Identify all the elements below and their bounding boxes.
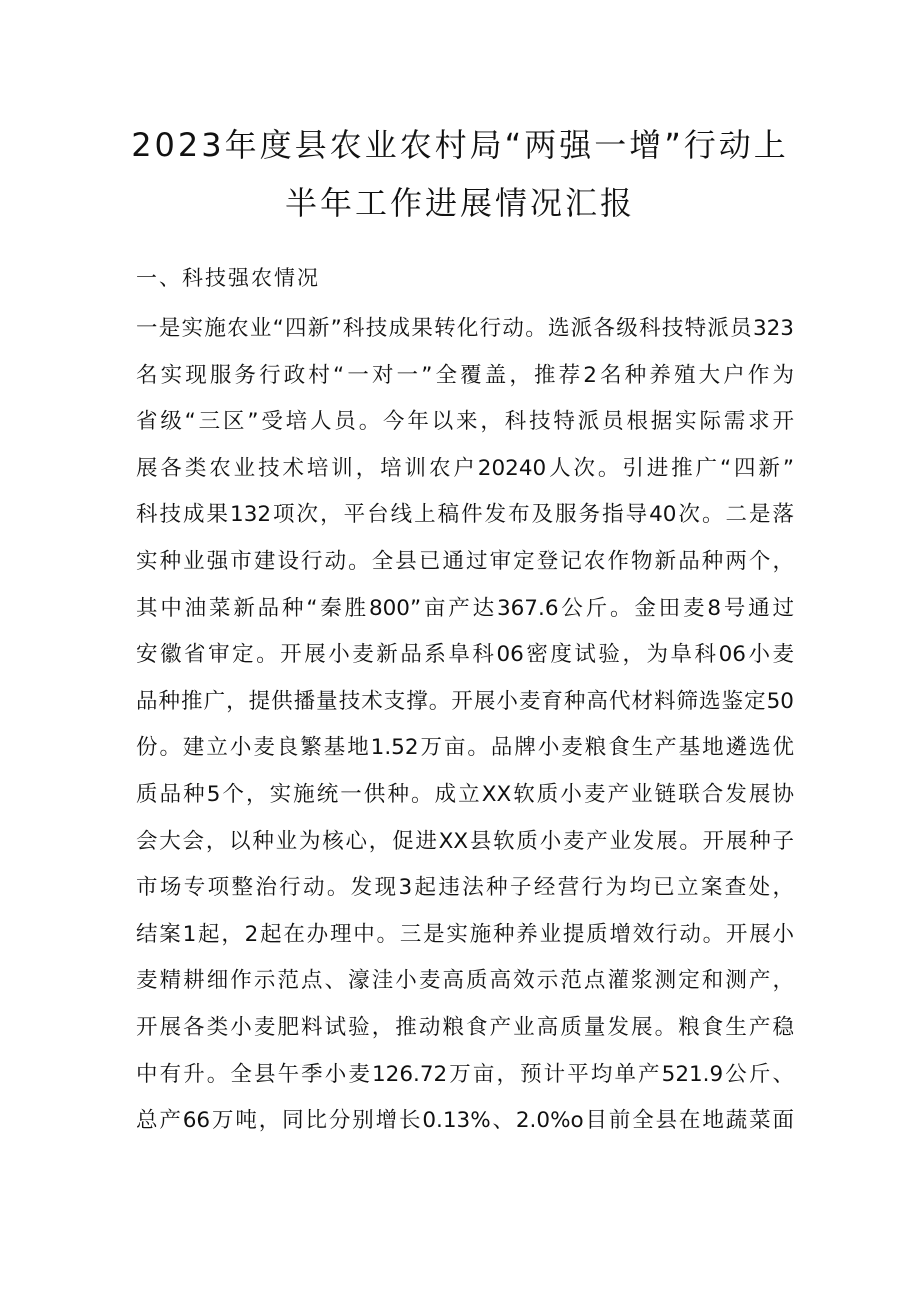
section-heading: 一、科技强农情况	[136, 266, 320, 290]
body-line: 省级“三区”受培人员。今年以来，科技特派员根据实际需求开	[136, 409, 794, 435]
document-title-line-2: 半年工作进展情况汇报	[284, 184, 635, 222]
body-line: 麦精耕细作示范点、濠洼小麦高质高效示范点灌浆测定和测产，	[136, 968, 794, 994]
body-line: 市场专项整治行动。发现3起违法种子经营行为均已立案查处，	[136, 875, 794, 901]
body-line: 展各类农业技术培训，培训农户20240人次。引进推广“四新”	[136, 455, 794, 481]
body-line: 结案1起，2起在办理中。三是实施种养业提质增效行动。开展小	[136, 921, 794, 947]
body-line: 安徽省审定。开展小麦新品系阜科06密度试验，为阜科06小麦	[136, 642, 794, 668]
body-line: 份。建立小麦良繁基地1.52万亩。品牌小麦粮食生产基地遴选优	[136, 735, 794, 761]
body-line: 质品种5个，实施统一供种。成立XX软质小麦产业链联合发展协	[136, 781, 794, 807]
body-line: 品种推广，提供播量技术支撑。开展小麦育种高代材料筛选鉴定50	[136, 688, 794, 714]
body-line: 开展各类小麦肥料试验，推动粮食产业高质量发展。粮食生产稳	[136, 1014, 794, 1040]
body-line: 实种业强市建设行动。全县已通过审定登记农作物新品种两个，	[136, 548, 794, 574]
body-line: 中有升。全县午季小麦126.72万亩，预计平均单产521.9公斤、	[136, 1061, 794, 1087]
body-paragraph	[136, 306, 794, 1145]
body-line: 科技成果132项次，平台线上稿件发布及服务指导40次。二是落	[136, 502, 794, 528]
body-line: 总产66万吨，同比分别增长0.13%、2.0%o目前全县在地蔬菜面	[136, 1108, 794, 1134]
body-line: 其中油菜新品种“秦胜800”亩产达367.6公斤。金田麦8号通过	[136, 595, 794, 621]
body-line: 名实现服务行政村“一对一”全覆盖，推荐2名种养殖大户作为	[136, 362, 794, 388]
document-title-line-1: 2023年度县农业农村局“两强一增”行动上	[131, 126, 789, 164]
body-line: 会大会，以种业为核心，促进XX县软质小麦产业发展。开展种子	[136, 828, 794, 854]
body-line: 一是实施农业“四新”科技成果转化行动。选派各级科技特派员323	[136, 316, 794, 341]
